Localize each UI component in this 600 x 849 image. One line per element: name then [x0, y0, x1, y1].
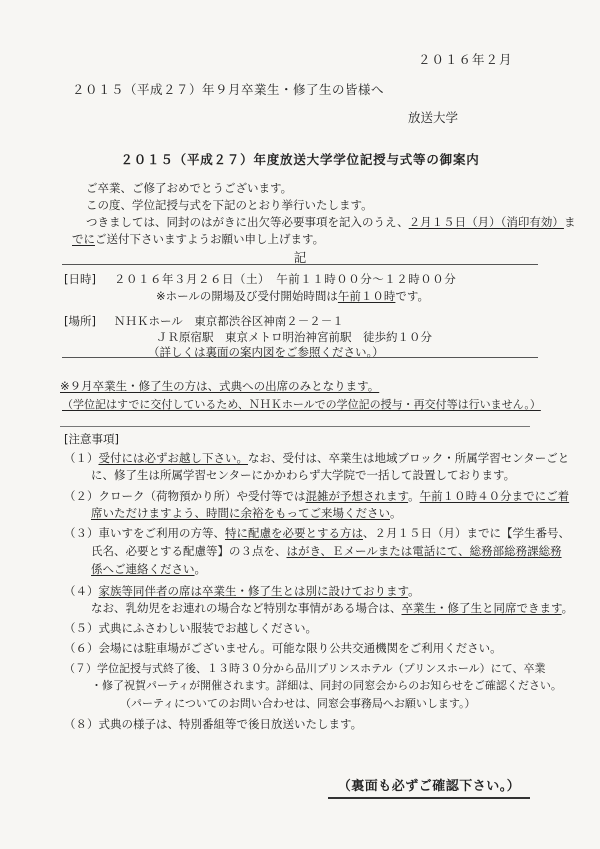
caution-1-number: （１）: [64, 451, 99, 465]
caution-3-line-3: [91, 561, 206, 577]
caution-4-e: 卒業生・修了生と同席できます: [401, 601, 562, 615]
caution-4-line-1: [64, 583, 420, 599]
intro-deadline: ２月１５日（月）（消印有効）: [408, 215, 564, 229]
intro-line-3: [86, 214, 575, 230]
caution-4-a: （４）: [64, 584, 99, 598]
caution-1-text: なお、受付は、卒業生は地域ブロック・所属学習センターごと: [248, 451, 570, 465]
caution-1-emphasis: 受付には必ずお越し下さい。: [98, 451, 248, 465]
caution-7-line-1: （７）学位記授与式終了後、１３時３０分から品川プリンスホテル（プリンスホール）にて、卒業: [64, 662, 546, 675]
intro-line-3-c: ま: [563, 215, 576, 229]
intro-line-4: [72, 231, 324, 247]
caution-2-a: （２）クローク（荷物預かり所）や受付等では: [64, 489, 306, 503]
intro-line-3-a: つきましては、同封のはがきに出欠等必要事項を記入のうえ、: [86, 215, 409, 229]
caution-7-line-3: （パーティについてのお問い合わせは、同窓会事務局へお願いします。）: [120, 697, 476, 710]
place-value: ＮＨＫホール 東京都渋谷区神南２－２－１: [114, 314, 344, 328]
caution-3-e: はがき、Ｅメールまたは電話にて、総務部総務課総務: [286, 544, 562, 558]
sender-name: 放送大学: [408, 110, 459, 125]
caution-heading: [注意事項]: [64, 432, 119, 446]
caution-1-line-2: に、修了生は所属学習センターにかかわらず大学院で一括して設置しております。: [91, 468, 516, 482]
intro-line-2: この度、学位記授与式を下記のとおり挙行いたします。: [86, 198, 373, 212]
caution-2-time: 午前１０時４０分までにご着: [419, 489, 570, 503]
caution-8: （８）式典の様子は、特別番組等で後日放送いたします。: [64, 717, 363, 731]
caution-3-a: （３）車いすをご利用の方等、: [64, 526, 225, 540]
caution-4-d: なお、乳幼児をお連れの場合など特別な事情がある場合は、: [91, 601, 402, 615]
closing-reminder: （裏面も必ずご確認下さい。）: [328, 775, 530, 799]
date-note-time: 午前１０時: [337, 289, 396, 303]
intro-line-4-b: ご送付下さいますようお願い申し上げます。: [95, 232, 325, 246]
caution-3-f: 係へご連絡ください: [91, 562, 195, 576]
caution-4-c: 。: [408, 584, 420, 598]
date-note-c: です。: [395, 289, 429, 303]
date-value: ２０１６年３月２６日（土） 午前１１時００分～１２時００分: [114, 272, 457, 286]
notice-line-1: ※９月卒業生・修了生の方は、式典への出席のみとなります。: [60, 379, 380, 393]
caution-3-d: 氏名、必要とする配慮等】の３点を、: [91, 544, 287, 558]
caution-2-crowded: 混雑が予想されます: [305, 489, 409, 503]
intro-line-4-a: でに: [72, 232, 95, 246]
place-label: [場所]: [64, 314, 96, 328]
caution-1-line-1: [64, 450, 569, 466]
caution-3-g: 。: [194, 562, 206, 576]
addressee-line: ２０１５（平成２７）年９月卒業生・修了生の皆様へ: [72, 82, 385, 97]
date-note-a: ※ホールの開場及び受付開始時間は: [156, 289, 338, 303]
caution-7-line-2: ・修了祝賀パーティが開催されます。詳細は、同封の同窓会からのお知らせをご確認ください。: [91, 679, 562, 692]
document-title: ２０１５（平成２７）年度放送大学学位記授与式等の御案内: [120, 152, 480, 167]
place-access: ＪＲ原宿駅 東京メトロ明治神宮前駅 徒歩約１０分: [156, 330, 432, 344]
caution-3-b: 特に配慮を必要とする方は: [225, 526, 363, 540]
document-date: ２０１６年２月: [418, 52, 513, 67]
caution-3-line-1: [64, 525, 570, 541]
caution-3-line-2: [91, 543, 562, 559]
caution-2-line-1: [64, 488, 569, 504]
caution-2-line-2: [91, 505, 402, 521]
notice-line-2: （学位記はすでに交付しているため、ＮＨＫホールでの学位記の授与・再交付等は行いません。）: [62, 398, 541, 411]
caution-3-c: 、２月１５日（月）までに【学生番号、: [363, 526, 570, 540]
caution-box-rule: [60, 426, 530, 452]
caution-4-line-2: [91, 600, 573, 616]
caution-2-e: 席いただけますよう、時間に余裕をもってご来場ください: [91, 506, 390, 520]
place-note: （詳しくは裏面の案内図をご参照ください。）: [148, 345, 384, 359]
schedule-box: [62, 264, 538, 358]
caution-2-c: 。: [408, 489, 420, 503]
ki-heading: 記: [293, 250, 307, 265]
date-label: [日時]: [64, 272, 96, 286]
caution-2-f: 。: [390, 506, 402, 520]
intro-line-1: ご卒業、ご修了おめでとうございます。: [86, 181, 293, 195]
date-note: [156, 288, 429, 304]
caution-5: （５）式典にふさわしい服装でお越しください。: [64, 621, 317, 635]
caution-6: （６）会場には駐車場がございません。可能な限り公共交通機関をご利用ください。: [64, 641, 502, 655]
caution-4-b: 家族等同伴者の席は卒業生・修了生とは別に設けております: [98, 584, 409, 598]
caution-4-f: 。: [561, 601, 574, 615]
